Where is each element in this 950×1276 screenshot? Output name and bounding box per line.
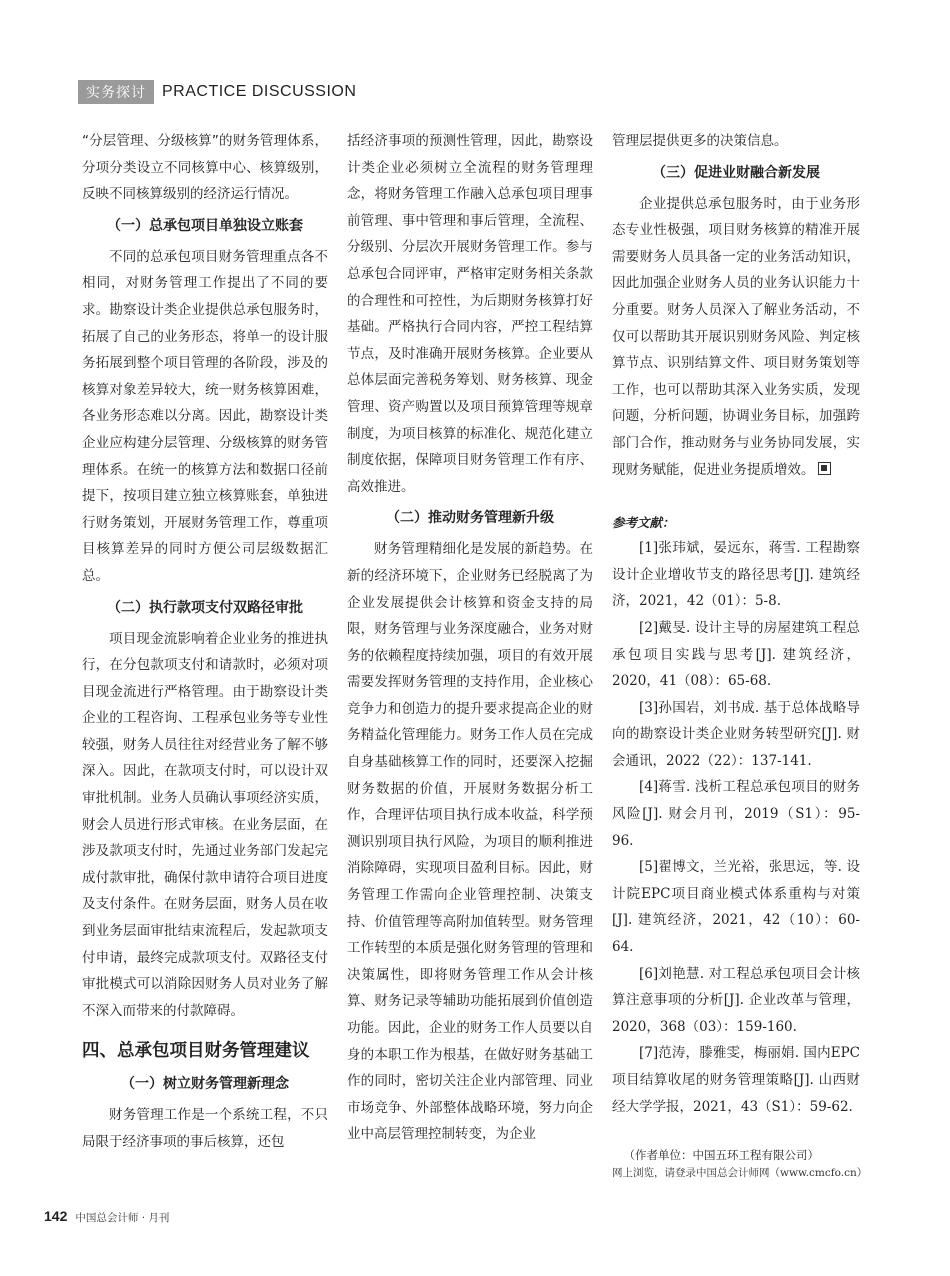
paragraph bbox=[612, 191, 860, 484]
page-number: 142 bbox=[44, 1208, 68, 1224]
section-tag: 实务探讨 bbox=[78, 80, 154, 104]
column-2 bbox=[347, 128, 593, 1148]
section-header bbox=[78, 80, 356, 104]
section-heading: 四、总承包项目财务管理建议 bbox=[82, 1041, 310, 1062]
paragraph: “分层管理、分级核算”的财务管理体系，分项分类设立不同核算中心、核算级别，反映不同核算级别的经济运行情况。 bbox=[82, 133, 328, 203]
website-note: 网上浏览，请登录中国总会计师网（www.cmcfo.cn） bbox=[612, 1167, 868, 1179]
reference-item: [6]刘艳慧. 对工程总承包项目会计核算注意事项的分析[J]. 企业改革与管理，2020，368（03）：159-160. bbox=[612, 965, 860, 1035]
references-title: 参考文献： bbox=[612, 515, 675, 531]
paragraph: 不同的总承包项目财务管理重点各不相同，对财务管理工作提出了不同的要求。勘察设计类企业提供总承包服务时，拓展了自己的业务形态，将单一的设计服务拓展到整个项目管理的各阶段，涉及的核算对象差异较大，统一财务核算困难，各业务形态难以分离。因此，勘察设计类企业应构建分层管理、分级核算的财务管理体系。在统一的核算方法和数据口径前提下，按项目建立独立核算账套，单独进行财务策划，开展财务管理工作，尊重项目核算差异的同时方便公司层级数据汇总。 bbox=[82, 248, 328, 584]
reference-item: [3]孙国岩，刘书成. 基于总体战略导向的勘察设计类企业财务转型研究[J]. 财会通讯，2022（22）：137-141. bbox=[612, 699, 860, 769]
paragraph-text: 企业提供总承包服务时，由于业务形态专业性极强，项目财务核算的精准开展需要财务人员具备一定的业务活动知识，因此加强企业财务人员的业务认识能力十分重要。财务人员深入了解业务活动，不仅可以帮助其开展识别财务风险、判定核算节点、识别结算文件、项目财务策划等工作，也可以帮助其深入业务实质，发现问题，分析问题，协调业务目标，加强跨部门合作，推动财务与业务协同发展，实现财务赋能，促进业务提质增效。 bbox=[612, 195, 860, 478]
reference-item: [1]张玮斌，晏远东，蒋雪. 工程勘察设计企业增收节支的路径思考[J]. 建筑经济，2021，42（01）：5-8. bbox=[612, 540, 860, 610]
subheading: （三）促进业财融合新发展 bbox=[652, 164, 820, 181]
column-3 bbox=[612, 128, 860, 1166]
subheading: （二）执行款项支付双路径审批 bbox=[107, 599, 303, 616]
end-of-article-icon bbox=[818, 462, 831, 475]
paragraph: 管理层提供更多的决策信息。 bbox=[612, 133, 788, 149]
paragraph: 财务管理工作是一个系统工程，不只局限于经济事项的事后核算，还包 bbox=[82, 1107, 328, 1150]
paragraph: 财务管理精细化是发展的新趋势。在新的经济环境下，企业财务已经脱离了为企业发展提供会计核算和资金支持的局限，财务管理与业务深度融合，业务对财务的依赖程度持续加强，项目的有效开展需要发挥财务管理的支持作用，企业核心竞争力和创造力的提升要求提高企业的财务精益化管理能力。财务工作人员在完成自身基础核算工作的同时，还要深入挖掘财务数据的价值，开展财务数据分析工作，合理评估项目执行成本收益，科学预测识别项目执行风险，为项目的顺利推进消除障碍，实现项目盈利目标。因此，财务管理工作需向企业管理控制、决策支持、价值管理等高附加值转型。财务管理工作转型的本质是强化财务管理的管理和决策属性，即将财务管理工作从会计核算、财务记录等辅助功能拓展到价值创造功能。因此，企业的财务工作人员要以自身的本职工作为根基，在做好财务基础工作的同时，密切关注企业内部管理、同业市场竞争、外部整体战略环境，努力向企业中高层管理控制转变，为企业 bbox=[347, 541, 593, 1143]
reference-item: [5]翟博文，兰光裕，张思远，等. 设计院EPC项目商业模式体系重构与对策[J]. 建筑经济，2021，42（10）：60-64. bbox=[612, 859, 860, 956]
subheading: （二）推动财务管理新升级 bbox=[386, 510, 554, 527]
subheading: （一）总承包项目单独设立账套 bbox=[107, 217, 303, 234]
paragraph: 括经济事项的预测性管理，因此，勘察设计类企业必须树立全流程的财务管理理念，将财务管理工作融入总承包项目理事前管理、事中管理和事后管理，全流程、分级别、分层次开展财务管理工作。参与总承包合同评审，严格审定财务相关条款的合理性和可控性，为后期财务核算打好基础。严格执行合同内容，严控工程结算节点，及时准确开展财务核算。企业要从总体层面完善税务筹划、财务核算、现金管理、资产购置以及项目预算管理等规章制度，为项目核算的标准化、规范化建立制度依据，保障项目财务管理工作有序、高效推进。 bbox=[347, 133, 593, 495]
references-list bbox=[612, 535, 860, 1120]
page-footer bbox=[44, 1208, 169, 1225]
reference-item: [4]蒋雪. 浅析工程总承包项目的财务风险[J]. 财会月刊，2019（S1）：95-96. bbox=[612, 779, 860, 849]
paragraph: 项目现金流影响着企业业务的推进执行，在分包款项支付和请款时，必须对项目现金流进行严格管理。由于勘察设计类企业的工程咨询、工程承包业务等专业性较强，财务人员往往对经营业务了解不够深入。因此，在款项支付时，可以设计双审批机制。业务人员确认事项经济实质，财会人员进行形式审核。在业务层面，在涉及款项支付时，先通过业务部门发起完成付款审批，确保付款申请符合项目进度及支付条件。在财务层面，财务人员在收到业务层面审批结束流程后，发起款项支付申请，最终完成款项支付。双路径支付审批模式可以消除因财务人员对业务了解不深入而带来的付款障碍。 bbox=[82, 630, 328, 1019]
journal-name: 中国总会计师 · 月刊 bbox=[75, 1212, 170, 1224]
reference-item: [2]戴旻. 设计主导的房屋建筑工程总承包项目实践与思考[J]. 建筑经济，2020，41（08）：65-68. bbox=[612, 619, 860, 690]
section-title-en: PRACTICE DISCUSSION bbox=[162, 83, 357, 100]
reference-item: [7]范涛，滕雅雯，梅丽娟. 国内EPC项目结算收尾的财务管理策略[J]. 山西财经大学学报，2021，43（S1）：59-62. bbox=[612, 1045, 860, 1115]
subheading: （一）树立财务管理新理念 bbox=[121, 1076, 289, 1093]
column-1 bbox=[82, 128, 328, 1156]
author-affiliation: （作者单位：中国五环工程有限公司） bbox=[623, 1148, 819, 1163]
